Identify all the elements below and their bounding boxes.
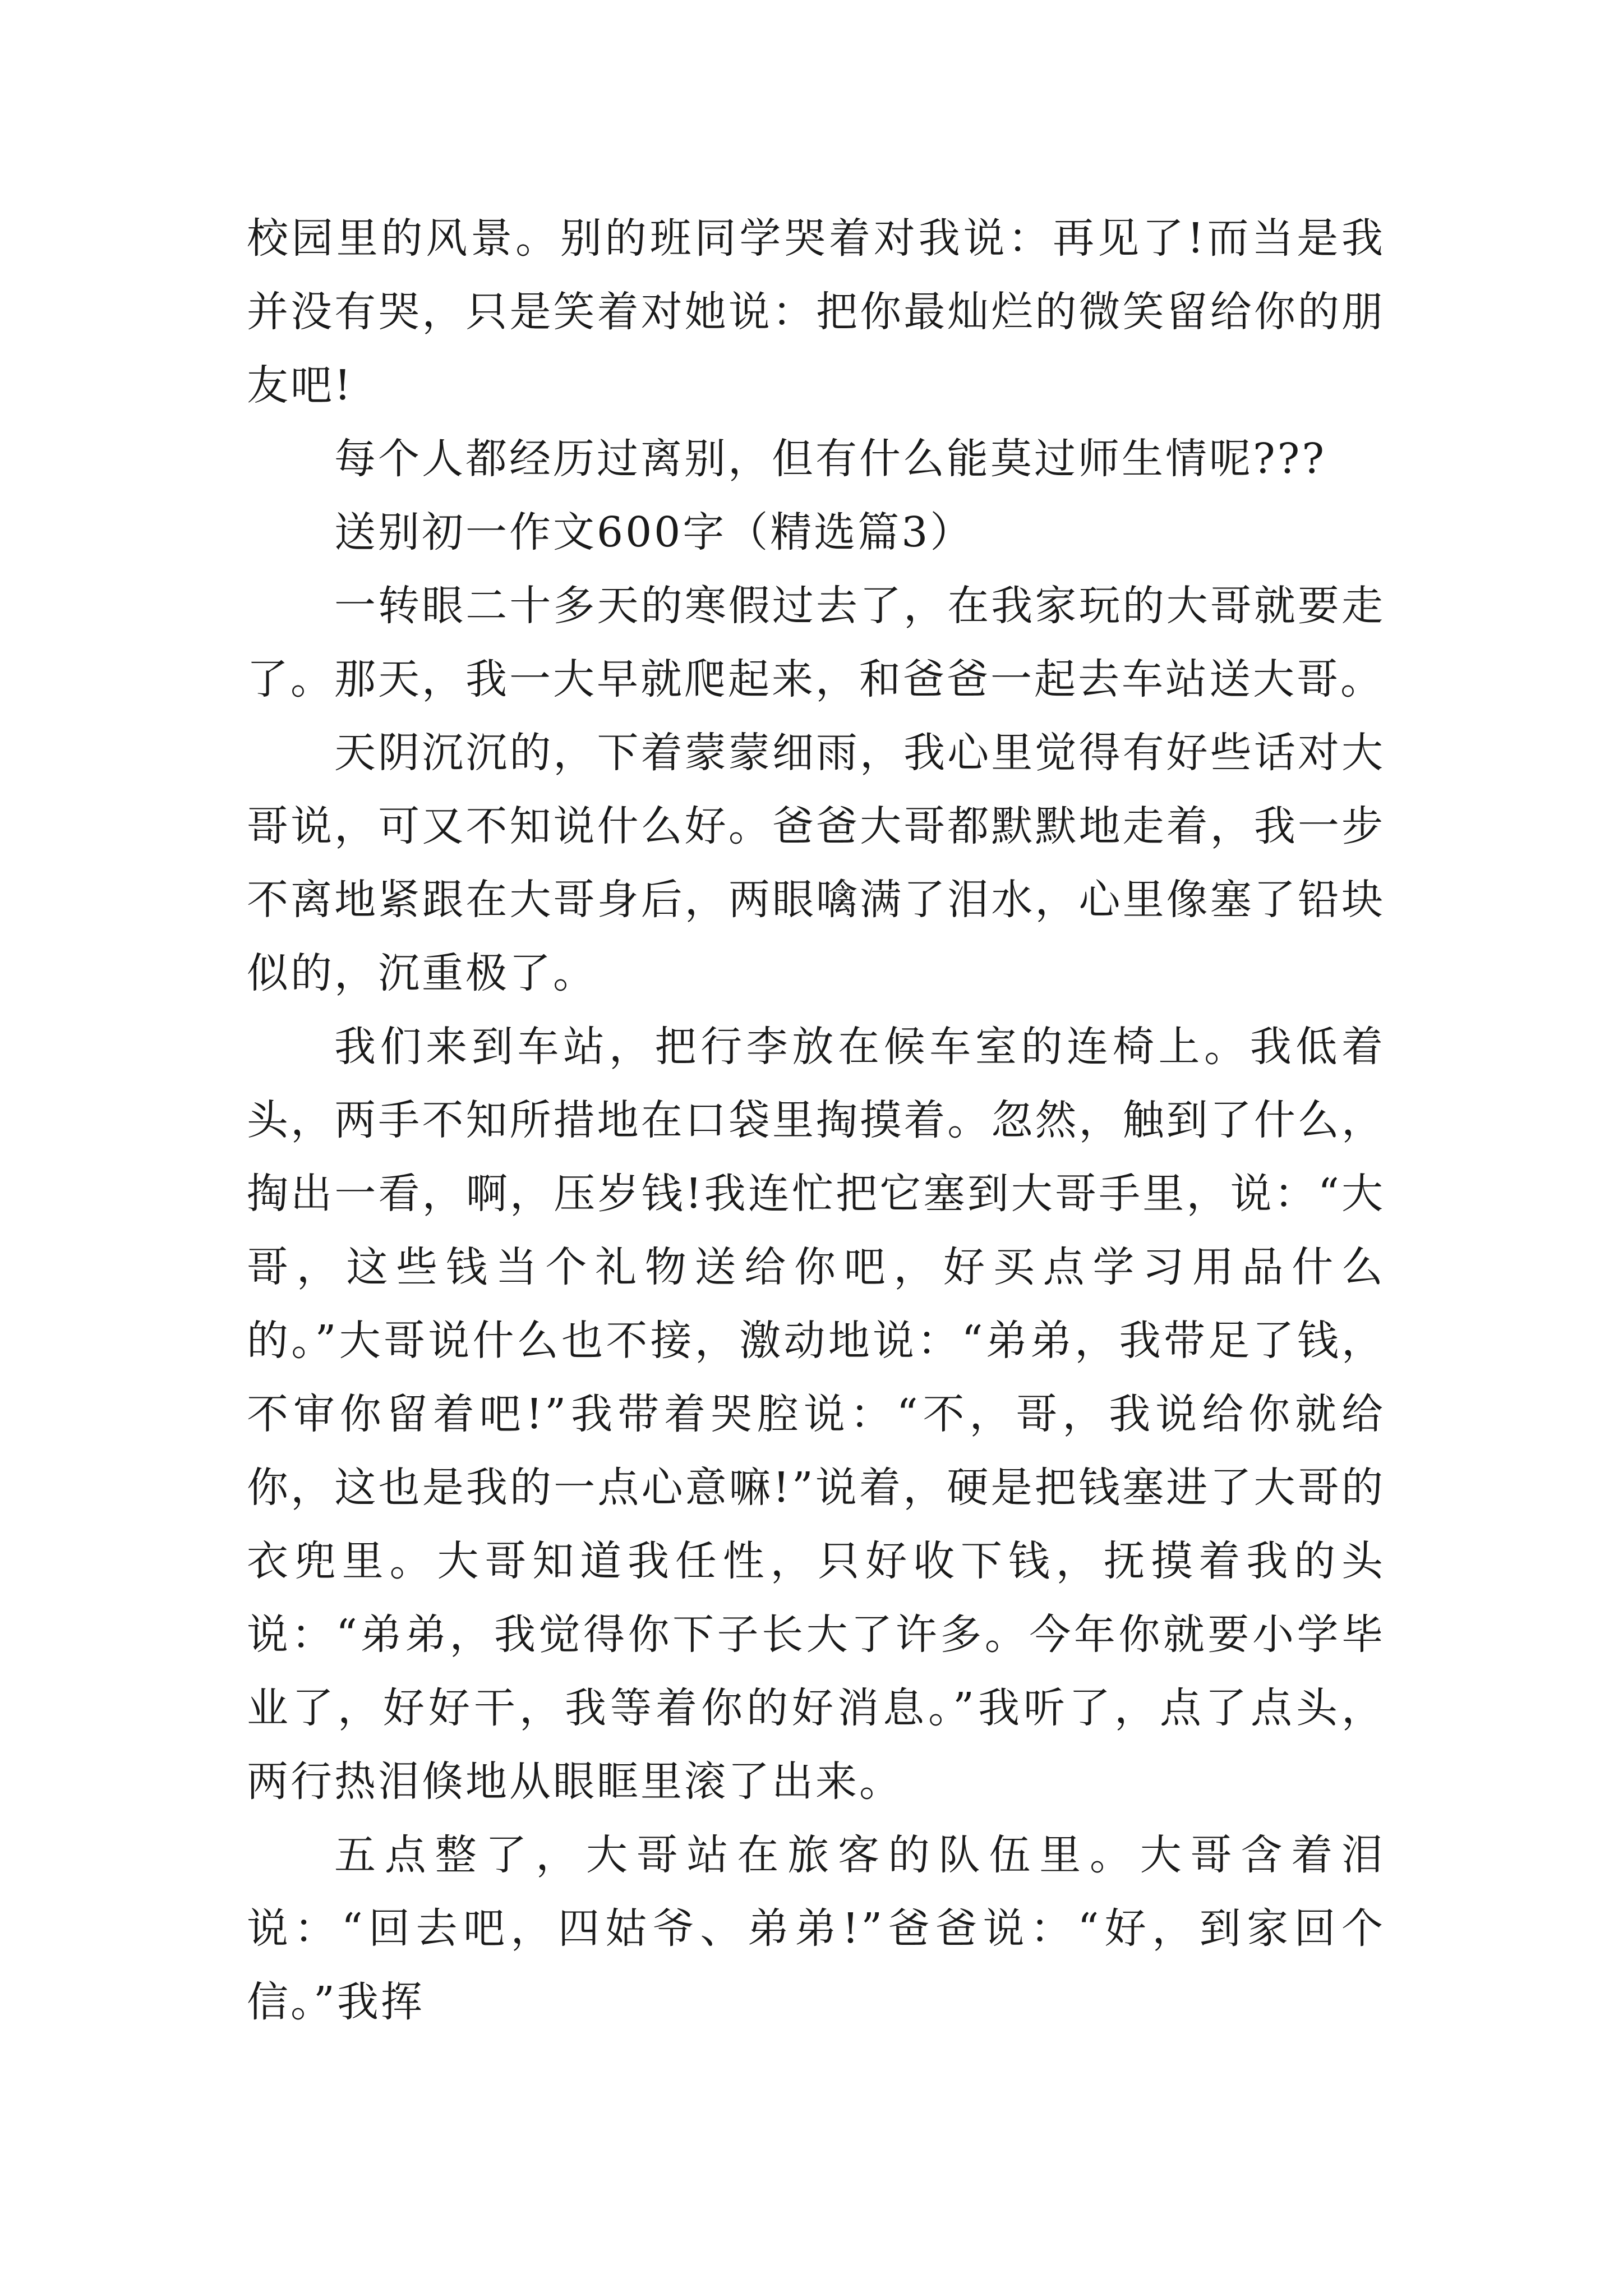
paragraph-2: 每个人都经历过离别，但有什么能莫过师生情呢??? xyxy=(334,435,1327,483)
paragraph-3: 一转眼二十多天的寒假过去了，在我家玩的大哥就要走了。那天，我一大早就爬起来，和爸爸一起去车站送大哥。 xyxy=(247,582,1385,703)
paragraph-6: 五点整了，大哥站在旅客的队伍里。大哥含着泪说：“回去吧，四姑爷、弟弟!”爸爸说：“好，到家回个信。”我挥 xyxy=(247,1831,1385,2026)
paragraph-5: 我们来到车站，把行李放在候车室的连椅上。我低着头，两手不知所措地在口袋里掏摸着。忽然，触到了什么，掏出一看，啊，压岁钱!我连忙把它塞到大哥手里，说：“大哥，这些钱当个礼物送给你吧，好买点学习用品什么的。”大哥说什么也不接，激动地说：“弟弟，我带足了钱，不审你留着吧!”我带着哭腔说：“不，哥，我说给你就给你，这也是我的一点心意嘛!”说着，硬是把钱塞进了大哥的衣兜里。大哥知道我任性，只好收下钱，抚摸着我的头说：“弟弟，我觉得你下子长大了许多。今年你就要小学毕业了，好好干，我等着你的好消息。”我听了，点了点头，两行热泪倏地从眼眶里滚了出来。 xyxy=(247,1023,1385,1806)
paragraph-1: 校园里的风景。别的班同学哭着对我说：再见了!而当是我并没有哭，只是笑着对她说：把你最灿烂的微笑留给你的朋友吧! xyxy=(247,214,1385,409)
paragraph-4: 天阴沉沉的，下着蒙蒙细雨，我心里觉得有好些话对大哥说，可又不知说什么好。爸爸大哥都默默地走着，我一步不离地紧跟在大哥身后，两眼噙满了泪水，心里像塞了铅块似的，沉重极了。 xyxy=(247,729,1385,997)
section-heading: 送别初一作文600字（精选篇3） xyxy=(334,508,974,556)
document-body xyxy=(247,202,1385,2039)
